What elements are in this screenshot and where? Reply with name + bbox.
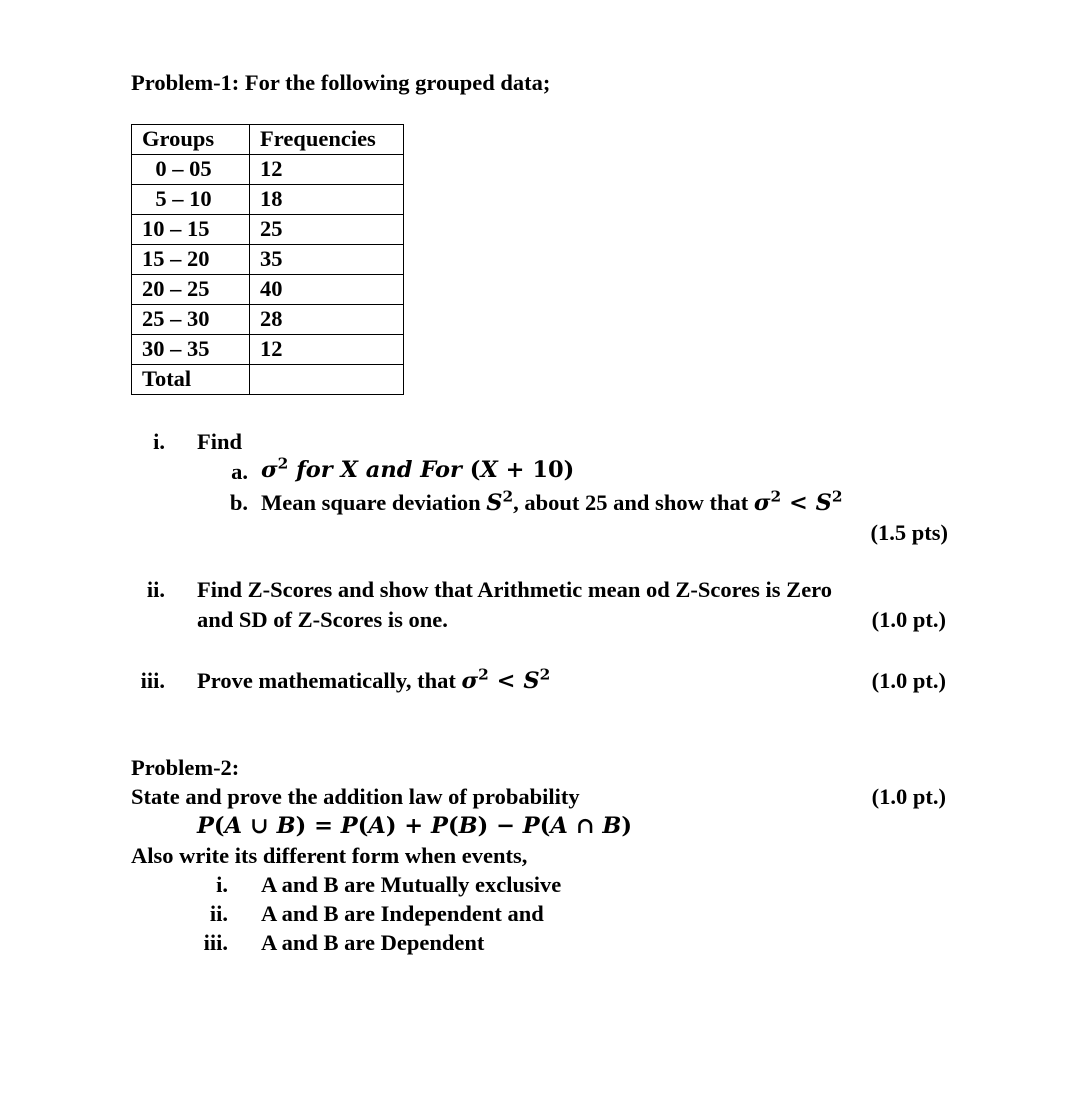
- grouped-data-table: [131, 124, 404, 395]
- problem-2-points: (1.0 pt.): [871, 784, 946, 809]
- q2-line2: and SD of Z-Scores is one.: [197, 607, 448, 632]
- group-cell: 15 – 20: [132, 245, 250, 275]
- total-value: [250, 365, 404, 395]
- problem-2-statement: State and prove the addition law of probability: [131, 784, 580, 809]
- group-cell: 20 – 25: [132, 275, 250, 305]
- group-cell: 30 – 35: [132, 335, 250, 365]
- table-row: [132, 155, 404, 185]
- table-row: [132, 185, 404, 215]
- q2-line1: Find Z-Scores and show that Arithmetic mean od Z-Scores is Zero: [197, 577, 833, 602]
- group-cell: 10 – 15: [132, 215, 250, 245]
- frequency-cell: 28: [250, 305, 404, 335]
- group-cell: 5 – 10: [132, 185, 250, 215]
- table-row: [132, 335, 404, 365]
- frequency-cell: 18: [250, 185, 404, 215]
- event-item-text: A and B are Independent and: [261, 901, 544, 926]
- table-row: [132, 275, 404, 305]
- group-cell: 25 – 30: [132, 305, 250, 335]
- q3-line: [197, 665, 551, 694]
- q1b-math-s2: $S^2$: [486, 487, 514, 516]
- q1b-text-2: , about 25 and show that: [513, 490, 754, 515]
- q3-number: iii.: [140, 668, 165, 693]
- addition-law-formula: P(A ∪ B) = P(A) + P(B) − P(A ∩ B): [197, 813, 633, 839]
- q1b-line: [261, 487, 843, 516]
- q1-points: (1.5 pts): [870, 520, 948, 545]
- q1-text: Find: [197, 429, 243, 454]
- table-row: [132, 215, 404, 245]
- table-total-row: [132, 365, 404, 395]
- total-label: Total: [132, 365, 250, 395]
- group-cell: 0 – 05: [132, 155, 250, 185]
- q1b-math-inequality: $\sigma^2 < S^2$: [753, 487, 843, 516]
- event-item-text: A and B are Mutually exclusive: [261, 872, 562, 897]
- q1a-label: a.: [231, 459, 248, 484]
- header-groups: Groups: [132, 125, 250, 155]
- q1a-formula: $\sigma^2$ for X and For (X + 10): [261, 454, 575, 483]
- table-header-row: [132, 125, 404, 155]
- table-row: [132, 305, 404, 335]
- frequency-cell: 25: [250, 215, 404, 245]
- header-frequencies: Frequencies: [250, 125, 404, 155]
- problem-2-title: Problem-2:: [131, 755, 240, 780]
- q3-text: Prove mathematically, that: [197, 668, 462, 693]
- frequency-cell: 12: [250, 335, 404, 365]
- event-item-text: A and B are Dependent: [261, 930, 485, 955]
- q1-number: i.: [153, 429, 165, 454]
- q1b-text-1: Mean square deviation: [261, 490, 487, 515]
- problem-2-also: Also write its different form when events,: [131, 843, 528, 868]
- frequency-cell: 12: [250, 155, 404, 185]
- table-row: [132, 245, 404, 275]
- q2-points: (1.0 pt.): [871, 607, 946, 632]
- q2-number: ii.: [146, 577, 165, 602]
- q1b-label: b.: [229, 490, 248, 515]
- frequency-cell: 40: [250, 275, 404, 305]
- problem-1-title: Problem-1: For the following grouped data;: [131, 70, 551, 95]
- q3-math: $\sigma^2 < S^2$: [461, 665, 551, 694]
- event-item-number: ii.: [209, 901, 228, 926]
- frequency-cell: 35: [250, 245, 404, 275]
- q3-points: (1.0 pt.): [871, 668, 946, 693]
- event-item-number: i.: [216, 872, 228, 897]
- event-item-number: iii.: [203, 930, 228, 955]
